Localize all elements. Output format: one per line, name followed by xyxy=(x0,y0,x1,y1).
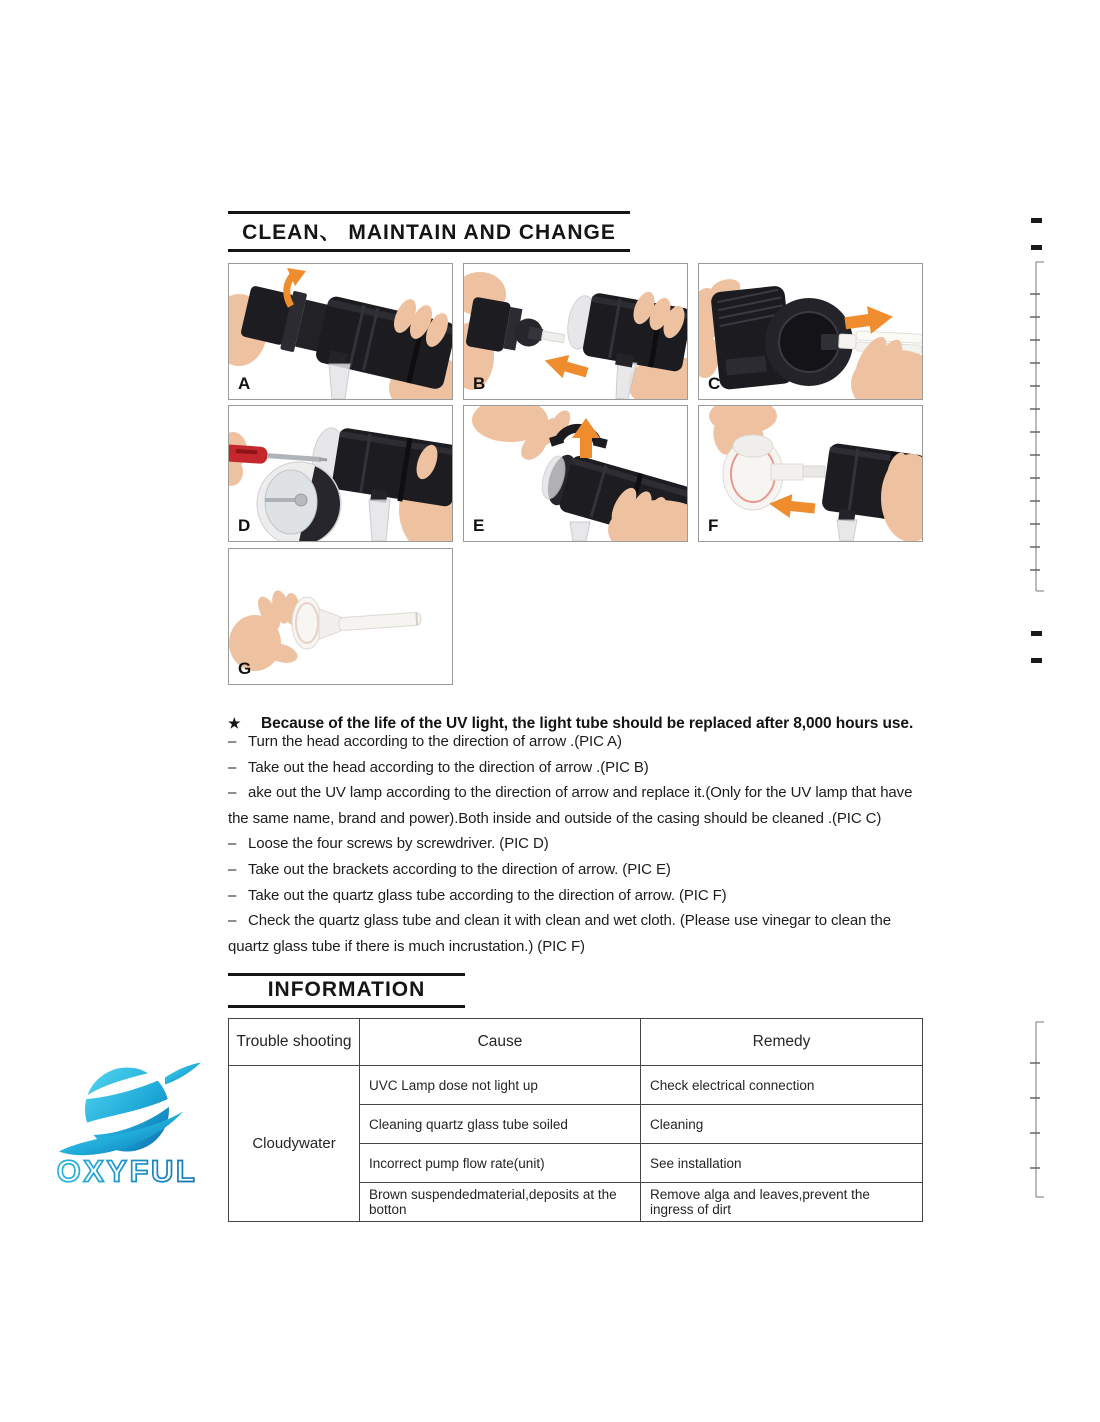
col-header-cause: Cause xyxy=(360,1019,641,1066)
trouble-group-cloudywater: Cloudywater xyxy=(229,1066,360,1222)
note-text: Because of the life of the UV light, the light tube should be replaced after 8,000 hours use. xyxy=(261,714,914,732)
figure-panel-g xyxy=(228,548,453,685)
instruction-item: – Loose the four screws by screwdriver. (PIC D) xyxy=(228,831,932,857)
oxyful-logo xyxy=(55,1056,205,1194)
figure-panel-b xyxy=(463,263,688,400)
dash-bullet: – xyxy=(228,912,237,930)
figure-label-c: C xyxy=(708,374,721,393)
photo-take-out-brackets xyxy=(464,406,687,541)
instruction-item: – Take out the head according to the direction of arrow .(PIC B) xyxy=(228,755,932,781)
dash-bullet: – xyxy=(228,835,237,853)
photo-turn-head xyxy=(229,264,452,399)
cause-cell: Brown suspendedmaterial,deposits at the botton xyxy=(360,1183,641,1222)
remedy-cell: Check electrical connection xyxy=(641,1066,923,1105)
cause-cell: UVC Lamp dose not light up xyxy=(360,1066,641,1105)
figure-panel-a xyxy=(228,263,453,400)
cause-cell: Incorrect pump flow rate(unit) xyxy=(360,1144,641,1183)
remedy-cell: See installation xyxy=(641,1144,923,1183)
quartz-dome xyxy=(723,435,825,510)
photo-quartz-tube-in-hand xyxy=(229,549,452,684)
remedy-cell: Cleaning xyxy=(641,1105,923,1144)
dash-bullet: – xyxy=(228,733,237,750)
section-title-clean-maintain-change: CLEAN、 MAINTAIN AND CHANGE xyxy=(228,211,630,252)
instruction-item: – Take out the quartz glass tube according to the direction of arrow. (PIC F) xyxy=(228,883,932,909)
remedy-cell: Remove alga and leaves,prevent the ingress of dirt xyxy=(641,1183,923,1222)
figure-label-d: D xyxy=(238,516,251,535)
instruction-item: – ake out the UV lamp according to the direction of arrow and replace it.(Only for the UV lamp that have the same name, brand and power).Both inside and outside of the casing should be cleaned .(PIC C) xyxy=(228,780,932,831)
arrow-left-icon xyxy=(541,349,590,384)
figure-panel-d xyxy=(228,405,453,542)
quartz-tube-assembly xyxy=(292,597,421,649)
figure-label-e: E xyxy=(473,516,485,535)
dash-bullet: – xyxy=(228,860,237,878)
logo-text: OXYFUL xyxy=(56,1153,198,1189)
figure-label-b: B xyxy=(473,374,486,393)
figure-label-f: F xyxy=(708,516,719,535)
figure-panel-e xyxy=(463,405,688,542)
photo-take-out-quartz-tube xyxy=(699,406,922,541)
table-header-row xyxy=(229,1019,923,1066)
figure-label-a: A xyxy=(238,374,251,393)
instruction-item: – Turn the head according to the direction of arrow .(PIC A) xyxy=(228,729,932,755)
section-title-information: INFORMATION xyxy=(228,973,465,1008)
cause-cell: Cleaning quartz glass tube soiled xyxy=(360,1105,641,1144)
dash-bullet: – xyxy=(228,784,237,802)
troubleshooting-table xyxy=(228,1018,923,1222)
figure-panel-c xyxy=(698,263,923,400)
table-row xyxy=(229,1066,923,1105)
photo-loose-screws xyxy=(229,406,452,541)
star-icon: ★ xyxy=(228,714,241,731)
instruction-item: – Check the quartz glass tube and clean it with clean and wet cloth. (Please use vinegar to clean the quartz glass tube if there is much incrustation.) (PIC F) xyxy=(228,908,932,959)
logo-sphere-icon xyxy=(59,1063,201,1156)
photo-take-out-head xyxy=(464,264,687,399)
ruler-marks xyxy=(1026,210,1048,1210)
figure-label-g: G xyxy=(238,659,252,678)
dash-bullet: – xyxy=(228,886,237,904)
instruction-item: – Take out the brackets according to the direction of arrow. (PIC E) xyxy=(228,857,932,883)
figure-panel-f xyxy=(698,405,923,542)
photo-replace-uv-lamp xyxy=(699,264,922,399)
dash-bullet: – xyxy=(228,758,237,776)
col-header-trouble-shooting: Trouble shooting xyxy=(229,1019,360,1066)
col-header-remedy: Remedy xyxy=(641,1019,923,1066)
instruction-list xyxy=(228,729,932,959)
